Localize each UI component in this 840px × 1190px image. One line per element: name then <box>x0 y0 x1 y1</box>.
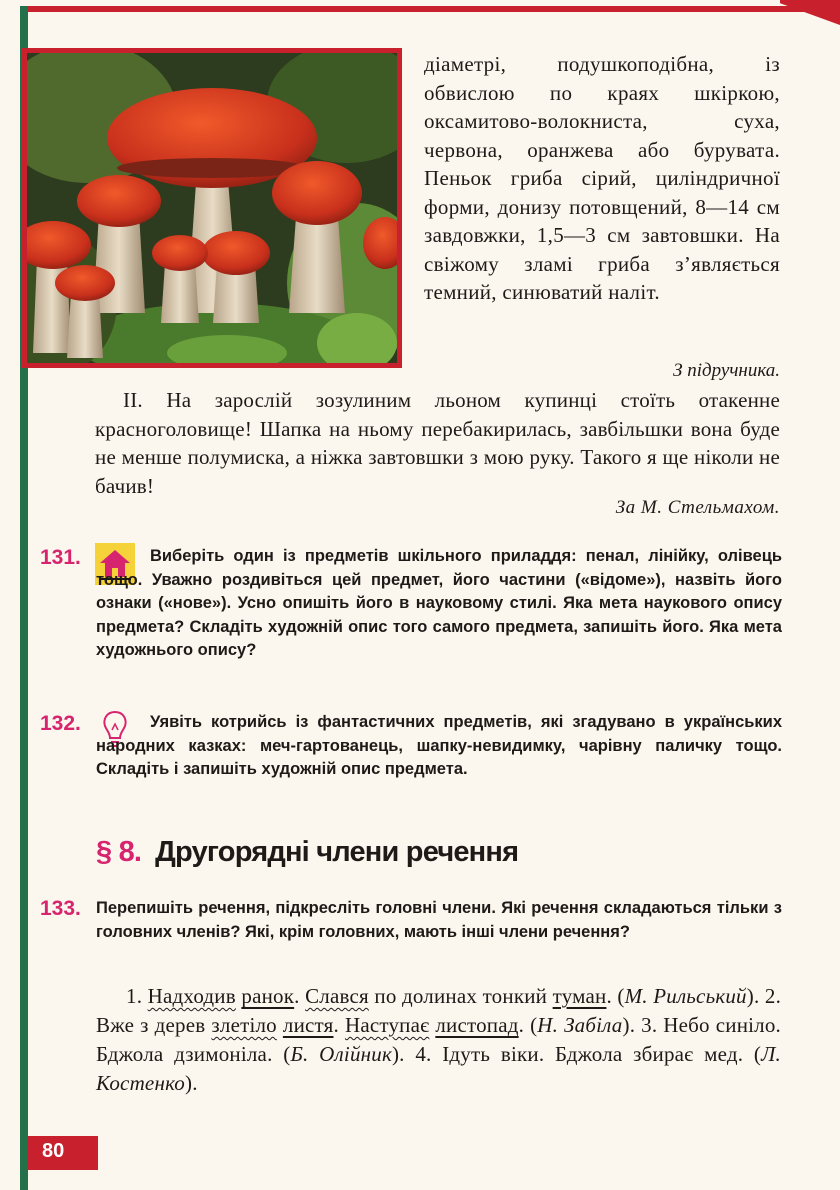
author: М. Рильський <box>624 984 747 1008</box>
text-block-1: діаметрі, подушкоподібна, із обвислою по краях шкіркою, оксамитово-волокниста, суха, червона, оранжева або бурувата. Пеньок гриба сірий, циліндричної форми, донизу потовщений, 8—14 см завдовжки, 1,5—3 см завтовшки. На свіжому зламі гриба з’являється темний, синюватий наліт. <box>424 52 780 304</box>
sentence-number: 2. <box>764 984 782 1008</box>
sentence-text: 3. Небо синіло. Бджола дзимоніла. <box>96 1013 782 1066</box>
sentence-number: 1. <box>126 984 143 1008</box>
exercise-133-sentences: 1. Надходив ранок. Слався по долинах тонкий туман. (М. Рильський). 2. Вже з дерев злетіло листя. Наступає листопад. (Н. Забіла). 3. Небо синіло. Бджола дзимоніла. (Б. Олійник). 4. Ідуть віки. Бджола збирає мед. (Л. Костенко). <box>96 984 782 1095</box>
sentence-text: Вже з дерев <box>96 1013 206 1037</box>
predicate: злетіло <box>211 1013 277 1037</box>
mushroom-photo <box>22 48 402 368</box>
section-number: § 8. <box>96 836 142 868</box>
subject: листопад <box>435 1013 519 1037</box>
author: Л. Костенко <box>96 1042 781 1095</box>
sentence-text: 4. Ідуть віки. Бджола збирає мед. <box>415 1042 744 1066</box>
page-corner <box>780 0 840 40</box>
exercise-133-number: 133. <box>40 897 81 920</box>
subject: туман <box>552 984 607 1008</box>
exercise-132-text: Уявіть котрийсь із фантастичних предметів, які згадувано в українських народних казках: меч-гартованець, шапку-невидимку, чарівну паличку тощо. Складіть і запишіть художній опис предмета. <box>96 713 782 778</box>
predicate: Наступає <box>344 1013 430 1037</box>
section-heading <box>96 836 518 869</box>
section-title: Другорядні члени речення <box>155 836 519 868</box>
exercise-132-number: 132. <box>40 712 81 735</box>
mushroom-illustration <box>27 53 397 363</box>
source-1: З підручника. <box>673 360 780 381</box>
exercise-133-text: Перепишіть речення, підкресліть головні члени. Які речення складаються тільки з головних членів? Які, крім головних, мають інші члени речення? <box>96 899 782 941</box>
source-2: За М. Стельмахом. <box>615 497 780 518</box>
subject: ранок <box>241 984 295 1008</box>
predicate: Слався <box>305 984 369 1008</box>
exercise-131-number: 131. <box>40 546 81 569</box>
text-block-2: II. На зарослій зозулиним льоном купинці стоїть отакенне красноголовище! Шапка на ньому перебакирилась, завбільшки вона буде не менше полумиска, а ніжка завтовшки з мою руку. Такого я ще ніколи не бачив! <box>95 388 780 498</box>
subject: листя <box>282 1013 334 1037</box>
exercise-131-text: Виберіть один із предметів шкільного приладдя: пенал, лінійку, олівець тощо. Уважно роздивіться цей предмет, його частини («відоме»), назвіть його ознаки («нове»). Усно опишіть його в науковому стилі. Яка мета наукового опису предмета? Складіть художній опис того самого предмета, запишіть його. Яка мета художнього опису? <box>96 547 782 659</box>
author: Н. Забіла <box>537 1013 623 1037</box>
author: Б. Олійник <box>290 1042 392 1066</box>
sentence-text: по долинах тонкий <box>374 984 548 1008</box>
predicate: Надходив <box>147 984 236 1008</box>
top-border <box>22 6 840 12</box>
page-number: 80 <box>42 1140 65 1162</box>
